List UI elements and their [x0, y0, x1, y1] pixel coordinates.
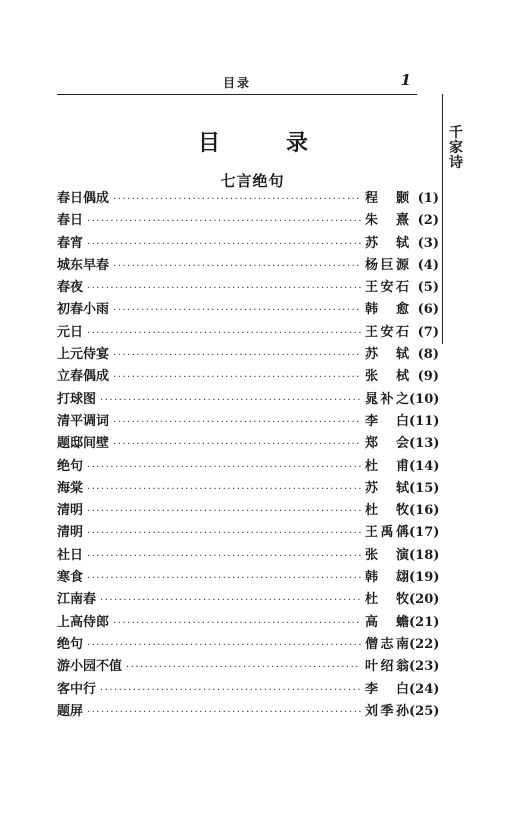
toc-entry-author: 韩愈: [365, 302, 409, 318]
dot-leader: [87, 234, 361, 256]
toc-entry: [57, 233, 439, 255]
book-title-vertical: [448, 126, 464, 171]
toc-entry-page: (21): [409, 614, 440, 630]
toc-entry: [57, 679, 439, 701]
toc-entry: [57, 456, 439, 478]
toc-entry-author: 杨巨源: [365, 257, 409, 273]
toc-entry-page: (7): [417, 324, 439, 340]
toc-entry-title: 清平调词: [57, 413, 110, 429]
dot-leader: [87, 501, 361, 523]
toc-entry: [57, 411, 439, 433]
toc-entry-title: 游小园不值: [57, 659, 123, 675]
toc-entry-page: (15): [409, 480, 440, 496]
dot-leader: [100, 680, 361, 702]
dot-leader: [100, 590, 361, 612]
toc-entry: [57, 277, 439, 299]
toc-entry: [57, 344, 439, 366]
dot-leader: [87, 635, 361, 657]
toc-entry-page: (23): [409, 659, 440, 675]
dot-leader: [113, 434, 361, 456]
running-title: 目录: [222, 76, 251, 90]
dot-leader: [87, 523, 361, 545]
toc-entry: [57, 433, 439, 455]
page-title-char: 录: [285, 130, 308, 156]
toc-entry: [57, 322, 439, 344]
toc-entry-title: 春日: [57, 213, 84, 229]
page-title: [198, 126, 308, 157]
toc-entry-page: (13): [409, 436, 440, 452]
toc-entry-page: (5): [417, 280, 439, 296]
toc-entry-title: 春夜: [57, 280, 84, 296]
toc-entry-title: 立春偶成: [57, 369, 110, 385]
toc-entry-page: (18): [409, 547, 440, 563]
toc-entry-author: 刘季孙: [365, 703, 409, 719]
dot-leader: [113, 613, 361, 635]
toc-entry-title: 初春小雨: [57, 302, 110, 318]
toc-entry: [57, 589, 439, 611]
toc-entry-author: 叶绍翁: [365, 659, 409, 675]
toc-entry: [57, 389, 439, 411]
toc-entry-author: 杜甫: [365, 458, 409, 474]
book-title-char: 千: [449, 125, 463, 141]
toc-entry-author: 僧志南: [365, 636, 409, 652]
toc-entry-author: 王安石: [365, 280, 409, 296]
toc-entry-page: (4): [417, 257, 439, 273]
toc-entry-author: 苏轼: [365, 347, 409, 363]
toc-entry-title: 社日: [57, 547, 84, 563]
dot-leader: [113, 256, 361, 278]
dot-leader: [87, 323, 361, 345]
toc-entry-title: 绝句: [57, 458, 84, 474]
dot-leader: [113, 412, 361, 434]
toc-entry: [57, 656, 439, 678]
toc-entry-author: 杜牧: [365, 592, 409, 608]
toc-entry-title: 题邸间壁: [57, 436, 110, 452]
toc-entry-author: 晁补之: [365, 391, 409, 407]
toc-entry-title: 客中行: [57, 681, 97, 697]
running-header: [57, 72, 417, 95]
toc-list: [57, 188, 439, 723]
toc-entry: [57, 500, 439, 522]
side-rule: [442, 94, 443, 344]
toc-entry-author: 张演: [365, 547, 409, 563]
dot-leader: [87, 702, 361, 724]
toc-entry: [57, 255, 439, 277]
toc-entry-title: 江南春: [57, 592, 97, 608]
dot-leader: [100, 390, 361, 412]
toc-entry-title: 上元侍宴: [57, 347, 110, 363]
toc-entry: [57, 478, 439, 500]
toc-entry-title: 海棠: [57, 480, 84, 496]
toc-entry-page: (10): [409, 391, 440, 407]
toc-entry-author: 李白: [365, 681, 409, 697]
toc-entry-page: (25): [409, 703, 440, 719]
toc-entry: [57, 567, 439, 589]
toc-entry-page: (24): [409, 681, 440, 697]
toc-entry-title: 元日: [57, 324, 84, 340]
dot-leader: [113, 345, 361, 367]
toc-entry-author: 李白: [365, 413, 409, 429]
toc-entry-title: 城东早春: [57, 257, 110, 273]
toc-entry-page: (3): [417, 235, 439, 251]
dot-leader: [126, 657, 361, 679]
book-title-char: 家: [449, 140, 463, 156]
toc-entry-author: 杜牧: [365, 503, 409, 519]
toc-entry: [57, 634, 439, 656]
toc-entry-author: 王安石: [365, 324, 409, 340]
toc-entry-page: (22): [409, 636, 440, 652]
toc-entry-page: (6): [417, 302, 439, 318]
toc-entry-author: 苏轼: [365, 235, 409, 251]
toc-entry-page: (1): [417, 191, 439, 206]
toc-entry-page: (2): [417, 213, 439, 229]
toc-entry-page: (17): [409, 525, 440, 541]
toc-entry: [57, 188, 439, 210]
toc-entry-page: (16): [409, 503, 440, 519]
toc-entry-author: 程颢: [365, 191, 409, 206]
toc-entry-title: 绝句: [57, 636, 84, 652]
toc-entry: [57, 612, 439, 634]
toc-entry-author: 郑会: [365, 436, 409, 452]
dot-leader: [87, 211, 361, 233]
toc-entry-author: 王禹偁: [365, 525, 409, 541]
toc-entry-title: 清明: [57, 503, 84, 519]
book-title-char: 诗: [449, 155, 463, 171]
toc-entry-page: (20): [409, 592, 440, 608]
toc-entry-author: 朱熹: [365, 213, 409, 229]
dot-leader: [87, 479, 361, 501]
section-heading: 七言绝句: [220, 172, 285, 190]
toc-entry-title: 春宵: [57, 235, 84, 251]
toc-entry-author: 高蟾: [365, 614, 409, 630]
dot-leader: [87, 546, 361, 568]
dot-leader: [113, 300, 361, 322]
toc-entry-title: 春日偶成: [57, 191, 110, 206]
dot-leader: [113, 189, 361, 211]
toc-entry-author: 韩翃: [365, 570, 409, 586]
toc-entry: [57, 210, 439, 232]
toc-entry-title: 寒食: [57, 570, 84, 586]
dot-leader: [113, 367, 361, 389]
toc-entry: [57, 366, 439, 388]
toc-entry-author: 苏轼: [365, 480, 409, 496]
toc-entry-page: (19): [409, 570, 440, 586]
toc-entry-title: 题屏: [57, 703, 84, 719]
toc-entry-page: (8): [417, 347, 439, 363]
toc-entry-page: (9): [417, 369, 439, 385]
toc-entry-page: (11): [409, 413, 440, 429]
toc-entry-title: 清明: [57, 525, 84, 541]
toc-entry: [57, 522, 439, 544]
toc-entry: [57, 299, 439, 321]
toc-entry: [57, 545, 439, 567]
toc-entry: [57, 701, 439, 723]
dot-leader: [87, 457, 361, 479]
toc-entry-title: 上高侍郎: [57, 614, 110, 630]
toc-entry-author: 张栻: [365, 369, 409, 385]
toc-entry-page: (14): [409, 458, 440, 474]
dot-leader: [87, 568, 361, 590]
dot-leader: [87, 278, 361, 300]
page-title-char: 目: [198, 130, 221, 156]
page-number: 1: [400, 71, 411, 89]
toc-entry-title: 打球图: [57, 391, 97, 407]
